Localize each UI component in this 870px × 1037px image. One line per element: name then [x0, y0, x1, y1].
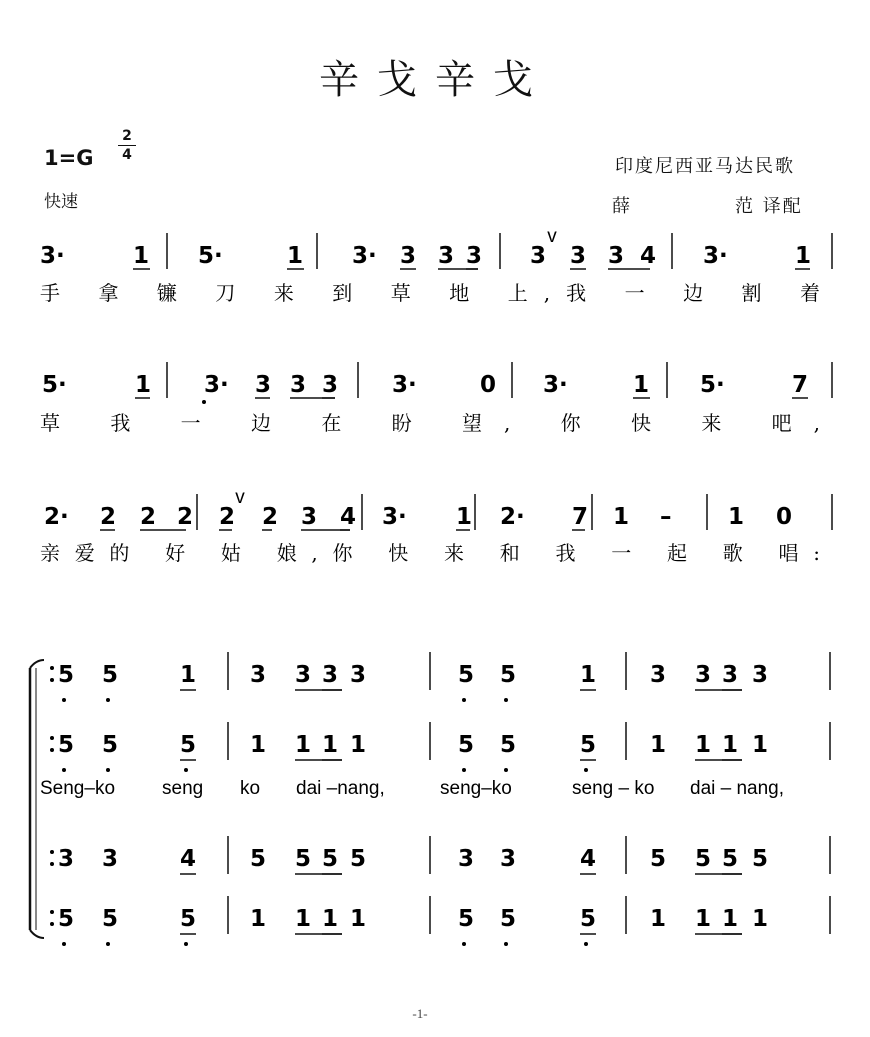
chorus-note: 3 — [295, 662, 312, 688]
octave-dot — [106, 698, 110, 702]
chorus-note: 5 — [58, 906, 75, 932]
chorus-note: 3 — [500, 846, 517, 872]
melody-note: 3 — [255, 372, 272, 398]
repeat-dot — [50, 910, 54, 914]
melody-note: 1 — [287, 243, 304, 269]
chorus-note: 3 — [695, 662, 712, 688]
melody-note: 3· — [204, 372, 229, 398]
chorus-lyric: ko — [240, 778, 261, 799]
octave-dot — [184, 768, 188, 772]
chorus-note: 5 — [58, 732, 75, 758]
melody-note: 7 — [572, 504, 589, 530]
chorus-lyric: dai – nang, — [690, 778, 785, 799]
chorus-note: 1 — [722, 732, 739, 758]
melody-note: 1 — [728, 504, 745, 530]
chorus-note: 1 — [722, 906, 739, 932]
chorus-note: 3 — [752, 662, 769, 688]
melody-note: 2 — [262, 504, 279, 530]
tempo-marking: 快速 — [44, 192, 78, 212]
melody-note: 2 — [100, 504, 117, 530]
melody-note: 5· — [700, 372, 725, 398]
repeat-dot — [50, 922, 54, 926]
melody-note: 3· — [392, 372, 417, 398]
chorus-note: 3 — [102, 846, 119, 872]
repeat-dot — [50, 862, 54, 866]
chorus-lyric: dai –nang, — [296, 778, 385, 799]
melody-note: – — [660, 504, 672, 530]
melody-note: 3· — [352, 243, 377, 269]
melody-note: 3 — [290, 372, 307, 398]
octave-dot — [106, 768, 110, 772]
melody-note: 3 — [570, 243, 587, 269]
octave-dot — [504, 698, 508, 702]
chorus-note: 3 — [458, 846, 475, 872]
chorus-note: 1 — [650, 906, 667, 932]
melody-note: 1 — [795, 243, 812, 269]
chorus-lyric: seng–ko — [440, 778, 512, 799]
octave-dot — [62, 942, 66, 946]
melody-note: 1 — [456, 504, 473, 530]
repeat-dot — [50, 678, 54, 682]
melody-note: 3 — [608, 243, 625, 269]
melody-note: 3· — [40, 243, 65, 269]
octave-dot — [62, 698, 66, 702]
melody-note: 5· — [198, 243, 223, 269]
chorus-note: 5 — [500, 732, 517, 758]
chorus-note: 5 — [650, 846, 667, 872]
lyrics-line: 亲爱的 好 姑 娘,你 快 来 和 我 一 起 歌 唱: — [40, 541, 820, 565]
melody-note: 3 — [466, 243, 483, 269]
chorus-note: 5 — [180, 906, 197, 932]
chorus-note: 5 — [102, 732, 119, 758]
chorus-note: 5 — [458, 662, 475, 688]
octave-dot — [462, 942, 466, 946]
melody-note: 1 — [135, 372, 152, 398]
chorus-note: 5 — [458, 732, 475, 758]
melody-note: 4 — [340, 504, 357, 530]
chorus-note: 3 — [322, 662, 339, 688]
page-title: 辛戈辛戈 — [319, 57, 551, 103]
chorus-note: 1 — [752, 732, 769, 758]
octave-dot — [202, 400, 206, 404]
melody-note: 2· — [500, 504, 525, 530]
melody-note: 3· — [382, 504, 407, 530]
time-signature-bottom: 4 — [122, 147, 132, 163]
chorus-note: 1 — [250, 906, 267, 932]
chorus-note: 5 — [250, 846, 267, 872]
melody-note: 3 — [400, 243, 417, 269]
melody-note: 2 — [140, 504, 157, 530]
octave-dot — [184, 942, 188, 946]
octave-dot — [584, 768, 588, 772]
chorus-note: 5 — [102, 906, 119, 932]
lyrics-line: 草 我 一 边 在 盼 望, 你 快 来 吧, — [40, 411, 821, 435]
chorus-note: 1 — [295, 906, 312, 932]
chorus-note: 1 — [322, 906, 339, 932]
chorus-note: 5 — [500, 662, 517, 688]
chorus-note: 5 — [102, 662, 119, 688]
chorus-note: 5 — [695, 846, 712, 872]
melody-note: 0 — [480, 372, 497, 398]
chorus-note: 1 — [350, 732, 367, 758]
chorus-note: 3 — [722, 662, 739, 688]
melody-note: 1 — [133, 243, 150, 269]
melody-note: 2 — [219, 504, 236, 530]
chorus-note: 3 — [350, 662, 367, 688]
system-bracket — [30, 930, 44, 938]
page-number: -1- — [412, 1006, 428, 1021]
chorus-note: 1 — [650, 732, 667, 758]
arranger-name: 范 译配 — [735, 196, 803, 217]
melody-note: 1 — [633, 372, 650, 398]
arranger-surname: 薛 — [612, 196, 632, 217]
octave-dot — [504, 942, 508, 946]
chorus-note: 1 — [350, 906, 367, 932]
repeat-dot — [50, 666, 54, 670]
breath-mark: v — [547, 226, 557, 247]
melody-note: 1 — [613, 504, 630, 530]
chorus-note: 1 — [322, 732, 339, 758]
repeat-dot — [50, 850, 54, 854]
chorus-note: 5 — [295, 846, 312, 872]
chorus-note: 1 — [180, 662, 197, 688]
chorus-note: 3 — [58, 846, 75, 872]
chorus-note: 5 — [500, 906, 517, 932]
chorus-note: 1 — [295, 732, 312, 758]
chorus-lyric: Seng–ko — [40, 778, 116, 799]
song-source: 印度尼西亚马达民歌 — [615, 156, 795, 177]
time-signature-top: 2 — [122, 128, 132, 144]
breath-mark: v — [235, 487, 245, 508]
chorus-note: 5 — [580, 732, 597, 758]
chorus-lyric: seng – ko — [572, 778, 655, 799]
melody-note: 0 — [776, 504, 793, 530]
melody-note: 3 — [438, 243, 455, 269]
octave-dot — [106, 942, 110, 946]
key-signature: 1=G — [44, 146, 94, 170]
melody-note: 4 — [640, 243, 657, 269]
chorus-note: 3 — [650, 662, 667, 688]
chorus-note: 1 — [580, 662, 597, 688]
system-bracket — [30, 660, 44, 668]
chorus-note: 5 — [722, 846, 739, 872]
octave-dot — [504, 768, 508, 772]
melody-note: 3· — [543, 372, 568, 398]
chorus-note: 5 — [458, 906, 475, 932]
chorus-note: 1 — [250, 732, 267, 758]
chorus-note: 5 — [350, 846, 367, 872]
melody-note: 3 — [322, 372, 339, 398]
chorus-note: 4 — [580, 846, 597, 872]
melody-note: 7 — [792, 372, 809, 398]
lyrics-line: 手 拿 镰 刀 来 到 草 地 上,我 一 边 割 着 — [40, 281, 821, 305]
chorus-note: 5 — [180, 732, 197, 758]
octave-dot — [584, 942, 588, 946]
chorus-note: 5 — [752, 846, 769, 872]
melody-note: 3 — [530, 243, 547, 269]
melody-note: 3· — [703, 243, 728, 269]
repeat-dot — [50, 748, 54, 752]
octave-dot — [62, 768, 66, 772]
chorus-note: 1 — [695, 732, 712, 758]
chorus-note: 5 — [322, 846, 339, 872]
melody-note: 5· — [42, 372, 67, 398]
chorus-note: 3 — [250, 662, 267, 688]
octave-dot — [462, 768, 466, 772]
chorus-note: 1 — [752, 906, 769, 932]
melody-note: 2· — [44, 504, 69, 530]
chorus-lyric: seng — [162, 778, 204, 799]
chorus-note: 5 — [580, 906, 597, 932]
chorus-note: 1 — [695, 906, 712, 932]
melody-note: 3 — [301, 504, 318, 530]
chorus-note: 5 — [58, 662, 75, 688]
melody-note: 2 — [177, 504, 194, 530]
octave-dot — [462, 698, 466, 702]
chorus-note: 4 — [180, 846, 197, 872]
repeat-dot — [50, 736, 54, 740]
